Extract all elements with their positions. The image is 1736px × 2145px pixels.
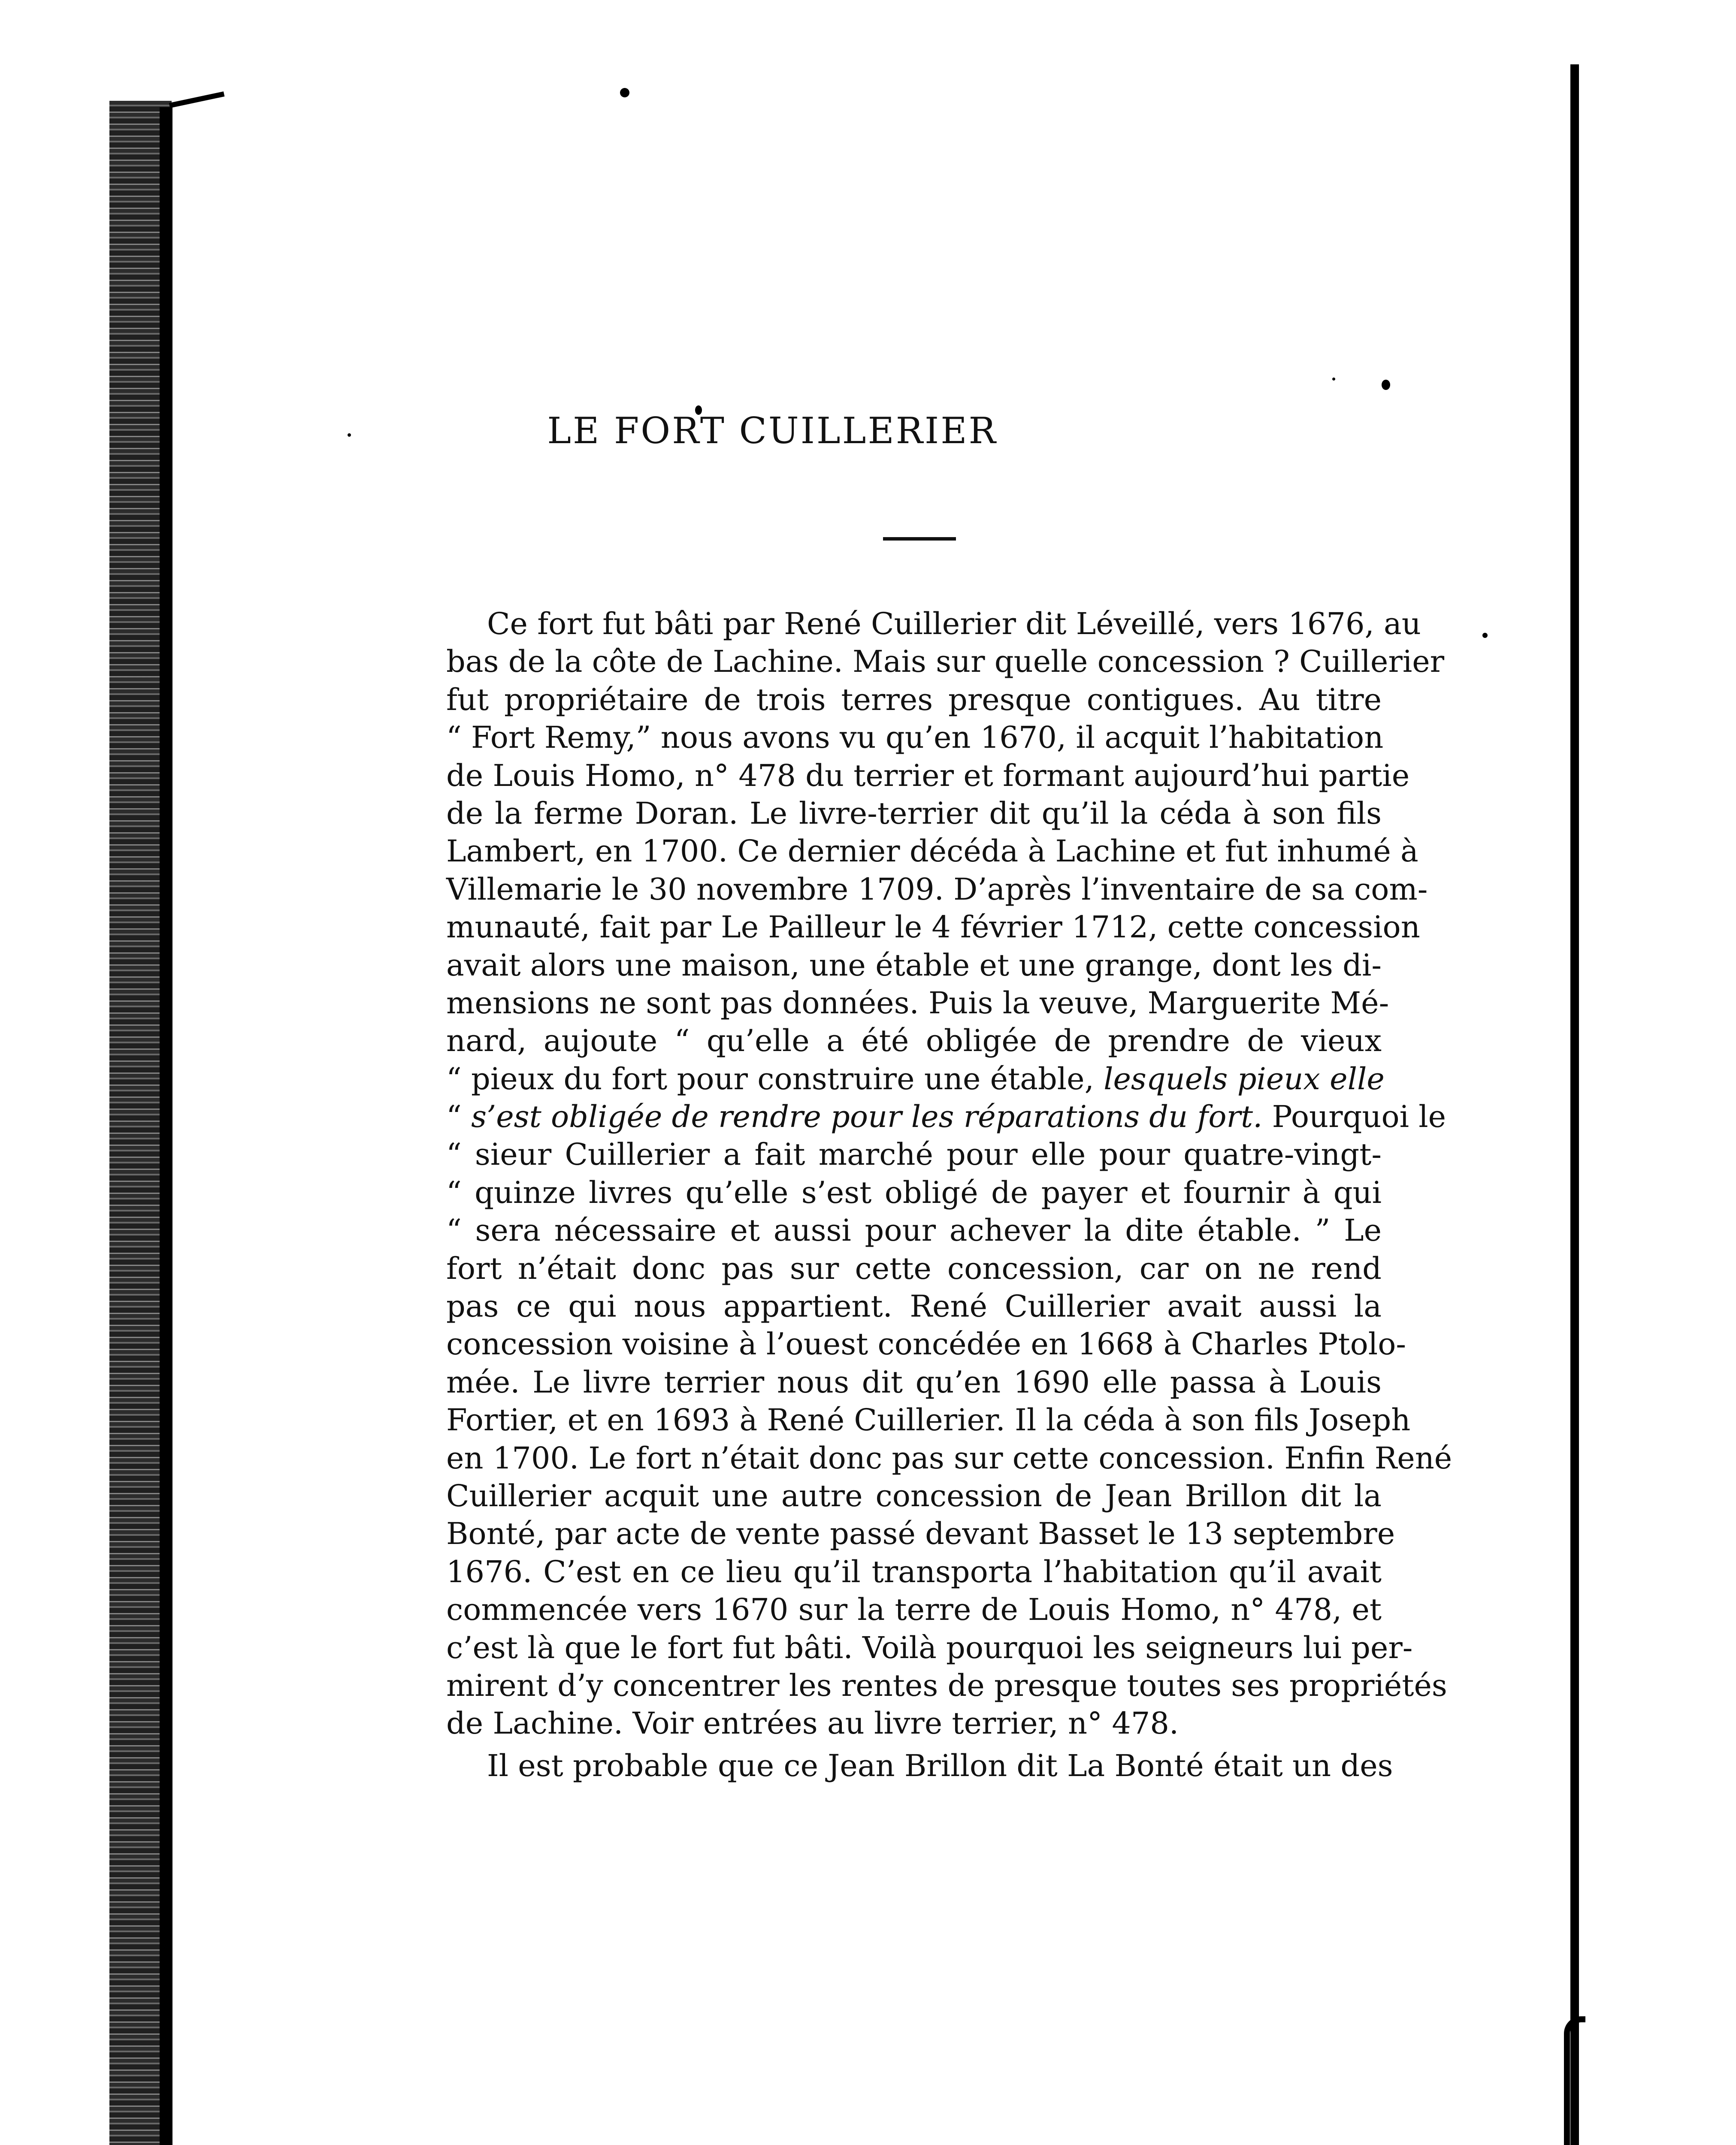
text-line: mensions ne sont pas données. Puis la veuve, Marguerite Mé- bbox=[446, 985, 1389, 1021]
page-title: LE FORT CUILLERIER bbox=[547, 410, 998, 452]
text-line: fut propriétaire de trois terres presque contigues. Au titre bbox=[446, 682, 1382, 717]
title-divider bbox=[883, 537, 956, 541]
binding-edge-line bbox=[160, 107, 172, 2145]
text-line: avait alors une maison, une étable et une grange, dont les di- bbox=[446, 947, 1382, 983]
text-line: 1676. C’est en ce lieu qu’il transporta l’habitation qu’il avait bbox=[446, 1554, 1382, 1589]
text-line: “ sieur Cuillerier a fait marché pour elle pour quatre-vingt- bbox=[446, 1137, 1382, 1172]
scan-speck bbox=[1382, 380, 1390, 390]
text-line: fort n’était donc pas sur cette concession, car on ne rend bbox=[446, 1251, 1382, 1286]
binding-edge-hook bbox=[169, 91, 225, 108]
text-line: “ Fort Remy,” nous avons vu qu’en 1670, il acquit l’habitation bbox=[446, 720, 1384, 755]
text-segment: “ pieux du fort pour construire une étable, bbox=[446, 1061, 1094, 1097]
text-line: de Louis Homo, n° 478 du terrier et formant aujourd’hui partie bbox=[446, 758, 1410, 793]
right-edge-line bbox=[1570, 64, 1579, 2145]
text-line: “ quinze livres qu’elle s’est obligé de payer et fournir à qui bbox=[446, 1175, 1382, 1210]
text-line: Bonté, par acte de vente passé devant Basset le 13 septembre bbox=[446, 1516, 1395, 1552]
text-segment: Pourquoi le bbox=[1272, 1099, 1446, 1135]
text-line: nard, aujoute “ qu’elle a été obligée de prendre de vieux bbox=[446, 1023, 1382, 1059]
scan-speck bbox=[1332, 378, 1335, 381]
text-line: c’est là que le fort fut bâti. Voilà pourquoi les seigneurs lui per- bbox=[446, 1630, 1413, 1665]
text-line: en 1700. Le fort n’était donc pas sur cette concession. Enfin René bbox=[446, 1440, 1452, 1476]
text-line: pas ce qui nous appartient. René Cuillerier avait aussi la bbox=[446, 1289, 1382, 1324]
scan-speck bbox=[620, 88, 629, 97]
text-line: Cuillerier acquit une autre concession de Jean Brillon dit la bbox=[446, 1478, 1382, 1514]
text-line: bas de la côte de Lachine. Mais sur quelle concession ? Cuillerier bbox=[446, 644, 1445, 680]
text-line: mirent d’y concentrer les rentes de presque toutes ses propriétés bbox=[446, 1668, 1447, 1703]
text-line: Lambert, en 1700. Ce dernier décéda à Lachine et fut inhumé à bbox=[446, 834, 1418, 869]
italic-segment: s’est obligée de rendre pour les réparations du fort. bbox=[471, 1099, 1263, 1135]
text-line: Il est probable que ce Jean Brillon dit La Bonté était un des bbox=[487, 1748, 1393, 1783]
text-line: concession voisine à l’ouest concédée en 1668 à Charles Ptolo- bbox=[446, 1326, 1406, 1362]
scan-speck bbox=[348, 433, 351, 437]
text-line: mée. Le livre terrier nous dit qu’en 1690 elle passa à Louis bbox=[446, 1364, 1382, 1400]
text-line: munauté, fait par Le Pailleur le 4 février 1712, cette concession bbox=[446, 909, 1420, 945]
text-line bbox=[446, 1060, 1385, 1098]
text-line bbox=[446, 1098, 1446, 1136]
text-line: Villemarie le 30 novembre 1709. D’après l’inventaire de sa com- bbox=[446, 871, 1428, 907]
italic-segment: lesquels pieux elle bbox=[1104, 1061, 1385, 1097]
body-text bbox=[446, 605, 1452, 1785]
text-line: de la ferme Doran. Le livre-terrier dit qu’il la céda à son fils bbox=[446, 795, 1382, 831]
scan-speck bbox=[1482, 633, 1488, 638]
text-line: Ce fort fut bâti par René Cuillerier dit Léveillé, vers 1676, au bbox=[487, 606, 1421, 641]
text-segment: “ bbox=[446, 1099, 462, 1135]
text-line: commencée vers 1670 sur la terre de Louis Homo, n° 478, et bbox=[446, 1592, 1382, 1628]
text-line: de Lachine. Voir entrées au livre terrier, n° 478. bbox=[446, 1706, 1179, 1741]
right-edge-mark bbox=[1564, 2016, 1585, 2145]
text-line: Fortier, et en 1693 à René Cuillerier. Il la céda à son fils Joseph bbox=[446, 1402, 1411, 1438]
text-line: “ sera nécessaire et aussi pour achever la dite étable. ” Le bbox=[446, 1213, 1382, 1248]
